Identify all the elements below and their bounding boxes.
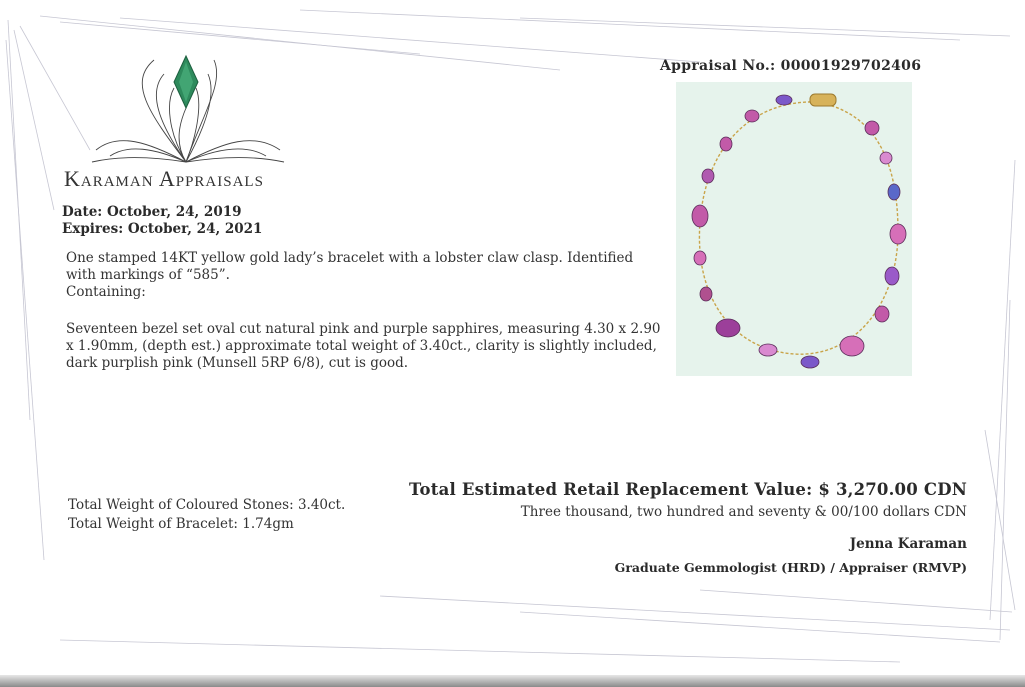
appraiser-name: Jenna Karaman: [849, 536, 967, 552]
containing-label: Containing:: [66, 284, 146, 300]
description-text: One stamped 14KT yellow gold lady’s bracelet with a lobster claw clasp. Identified with markings of “585”.: [66, 250, 634, 283]
appraiser-title: Graduate Gemmologist (HRD) / Appraiser (RMVP): [614, 560, 967, 575]
bracelet-photo: [676, 82, 912, 376]
item-description: [66, 250, 666, 394]
replacement-value: Total Estimated Retail Replacement Value: $ 3,270.00 CDN: [408, 480, 967, 499]
company-logo: [88, 52, 288, 170]
appraisal-number: Appraisal No.: 00001929702406: [660, 58, 922, 74]
weights-block: [68, 496, 345, 534]
expiry-date: Expires: October, 24, 2021: [62, 221, 263, 237]
appraisal-dates: [62, 204, 262, 238]
value-in-words: Three thousand, two hundred and seventy & 00/100 dollars CDN: [520, 504, 967, 520]
page-bottom-edge: [0, 675, 1025, 687]
stones-weight: Total Weight of Coloured Stones: 3.40ct.: [68, 497, 346, 513]
stones-description: Seventeen bezel set oval cut natural pink and purple sapphires, measuring 4.30 x 2.90 x 1.90mm, (depth est.) approximate total weight of 3.40ct., clarity is slightly included, dark purplish pink (Munsell 5RP 6/8), cut is good.: [66, 321, 661, 371]
appraisal-date: Date: October, 24, 2019: [62, 204, 242, 220]
company-name: Karaman Appraisals: [64, 166, 264, 191]
valuation-block: [409, 480, 967, 520]
bracelet-weight: Total Weight of Bracelet: 1.74gm: [68, 516, 294, 532]
